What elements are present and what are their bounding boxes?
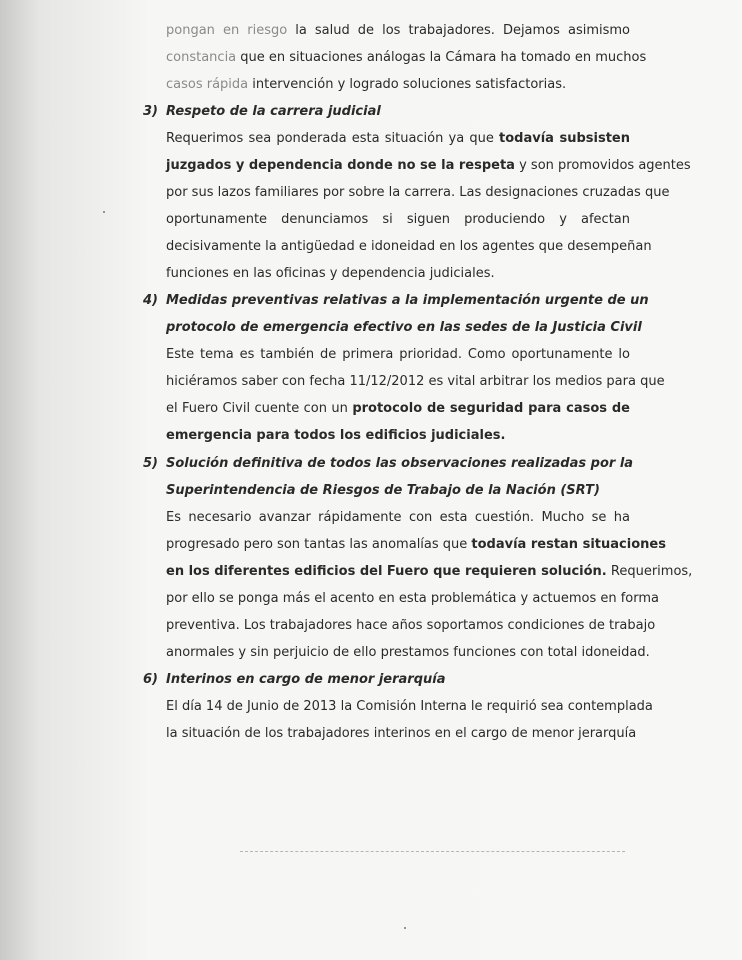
text-run: intervención y logrado soluciones satisfactorias. — [248, 77, 567, 92]
section-number: 3) — [143, 104, 158, 119]
section-number: 5) — [143, 456, 158, 471]
paragraph-line: funciones en las oficinas y dependencia judiciales. — [166, 266, 495, 281]
bold-text: todavía restan situaciones — [471, 537, 666, 552]
faded-text: constancia — [166, 50, 237, 65]
paragraph-line: decisivamente la antigüedad e idoneidad en los agentes que desempeñan — [166, 239, 652, 254]
paragraph-line: anormales y sin perjuicio de ello prestamos funciones con total idoneidad. — [166, 645, 650, 660]
paragraph-line: hiciéramos saber con fecha 11/12/2012 es vital arbitrar los medios para que — [166, 374, 665, 389]
section-heading: protocolo de emergencia efectivo en las sedes de la Justicia Civil — [166, 320, 642, 335]
bold-text: juzgados y dependencia donde no se la respeta — [166, 158, 515, 173]
paragraph-line: la situación de los trabajadores interinos en el cargo de menor jerarquía — [166, 726, 637, 741]
text-run: progresado pero son tantas las anomalías que — [166, 537, 472, 552]
text-run: y son promovidos agentes — [514, 158, 691, 173]
paragraph-line — [166, 130, 630, 148]
paragraph-line: Es necesario avanzar rápidamente con esta cuestión. Mucho se ha — [166, 510, 630, 525]
section-heading: Medidas preventivas relativas a la implementación urgente de un — [166, 293, 649, 308]
paragraph-line: El día 14 de Junio de 2013 la Comisión Interna le requirió sea contemplada — [166, 699, 653, 714]
section-number: 4) — [143, 293, 158, 308]
paragraph-line: por sus lazos familiares por sobre la carrera. Las designaciones cruzadas que — [166, 185, 670, 200]
bold-text: en los diferentes edificios del Fuero que requieren solución. — [166, 564, 607, 579]
text-run: la salud de los trabajadores. Dejamos asimismo — [287, 23, 630, 38]
section-heading: Solución definitiva de todos las observaciones realizadas por la — [166, 456, 634, 471]
bold-text: emergencia para todos los edificios judiciales. — [166, 428, 506, 443]
text-run: Requerimos, — [606, 564, 693, 579]
section-heading: Superintendencia de Riesgos de Trabajo de la Nación (SRT) — [166, 483, 600, 498]
paragraph-line — [166, 157, 691, 175]
paragraph-line — [166, 563, 693, 581]
paper-speck — [103, 211, 105, 213]
text-run: el Fuero Civil cuente con un — [166, 401, 353, 416]
section-heading: Interinos en cargo de menor jerarquía — [166, 672, 446, 687]
paragraph-line — [166, 22, 630, 40]
paper-speck — [404, 927, 406, 929]
footer-divider — [240, 851, 625, 852]
section-heading: Respeto de la carrera judicial — [166, 104, 381, 119]
section-number: 6) — [143, 672, 158, 687]
paragraph-line — [166, 49, 647, 67]
bold-text: protocolo de seguridad para casos de — [352, 401, 630, 416]
paragraph-line: oportunamente denunciamos si siguen produciendo y afectan — [166, 212, 630, 227]
paragraph-line: por ello se ponga más el acento en esta problemática y actuemos en forma — [166, 591, 659, 606]
faded-text: casos rápida — [166, 77, 249, 92]
paragraph-line: Este tema es también de primera prioridad. Como oportunamente lo — [166, 347, 630, 362]
text-run: Requerimos sea ponderada esta situación ya que — [166, 131, 499, 146]
faded-text: pongan en riesgo — [166, 23, 288, 38]
bold-text: todavía subsisten — [499, 131, 630, 146]
paragraph-line — [166, 76, 630, 94]
paragraph-line: preventiva. Los trabajadores hace años soportamos condiciones de trabajo — [166, 618, 656, 633]
paragraph-line — [166, 427, 630, 445]
paragraph-line — [166, 536, 666, 554]
paragraph-line — [166, 400, 630, 418]
text-run: que en situaciones análogas la Cámara ha tomado en muchos — [236, 50, 647, 65]
